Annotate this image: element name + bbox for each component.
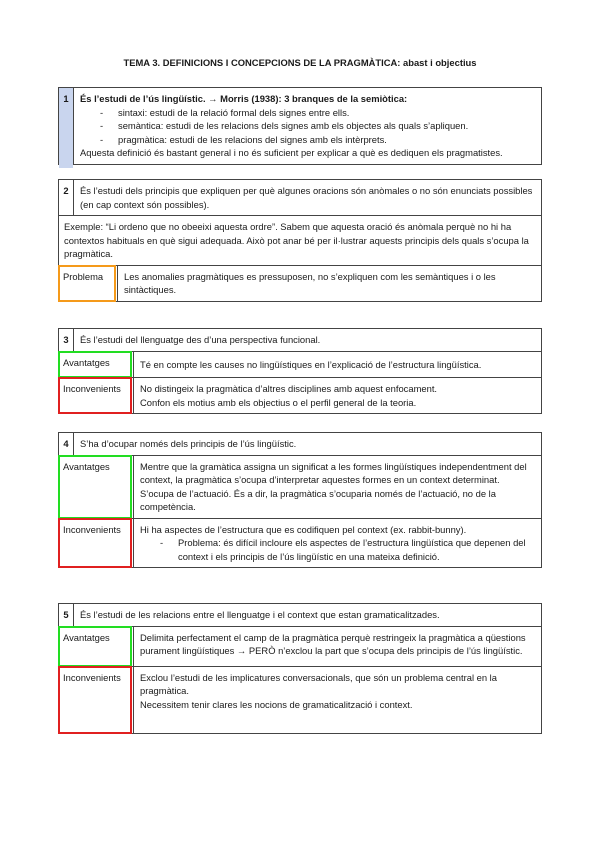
drawback-line: Necessitem tenir clares les nocions de gramaticalització i context. [140,698,413,710]
advantage-paragraph: Mentre que la gramàtica assigna un significat a les formes lingüístiques independentment del context, la pragmàtica s’ocupa d’interpretar aquestes formes en un context determinat. [140,460,527,485]
advantages-label: Avantatges [63,460,110,472]
problem-row [59,265,541,301]
section-4 [58,432,542,568]
drawbacks-row [59,377,541,413]
title-sub: abast i objectius [403,57,477,68]
problem-label: Problema [63,270,104,282]
section-1-lead: És l’estudi de l’ús lingüístic. → Morris (1938): 3 branques de la semiòtica: [80,93,408,104]
section-2-head: És l’estudi dels principis que expliquen per què algunes oracions són anòmales o no són enunciats possibles (en cap context són possibles). [73,180,541,215]
section-2 [58,179,542,302]
section-4-head: S’ha d’ocupar només dels principis de l’ús lingüístic. [73,433,541,455]
advantages-text: Té en compte les causes no lingüístiques en l’explicació de l’estructura lingüística. [133,352,541,378]
advantages-row [59,626,541,666]
section-3-head: És l’estudi del llenguatge des d’una perspectiva funcional. [73,329,541,351]
section-3 [58,328,542,414]
drawbacks-label-box [58,666,132,735]
section-1-tail: Aquesta definició és bastant general i no és suficient per explicar a què es dediquen els pragmatistes. [80,147,503,158]
drawback-line: Confon els motius amb els objectius o el perfil general de la teoria. [140,396,417,408]
section-number: 4 [63,438,69,449]
list-item: - sintaxi: estudi de la relació formal dels signes entre ells. [100,106,535,120]
section-number: 2 [63,185,69,196]
advantages-row [59,351,541,378]
drawbacks-label-box [58,518,132,569]
drawbacks-label-box [58,377,132,414]
section-number: 5 [63,609,69,620]
drawbacks-row [59,518,541,568]
drawback-line: Exclou l’estudi de les implicatures conversacionals, que són un problema central en la pragmàtica. [140,671,497,696]
problem-text: Les anomalies pragmàtiques es pressuposen, no s’expliquen com les semàntiques i o les sintàctiques. [117,266,541,301]
section-5 [58,603,542,734]
advantages-label-box [58,351,132,379]
drawbacks-label: Inconvenients [63,383,121,394]
section-1 [58,87,542,165]
drawbacks-row [59,666,541,734]
list-item: - pragmàtica: estudi de les relacions del signes amb els intèrprets. [100,133,535,147]
section-number: 3 [63,334,69,345]
advantage-paragraph: S’ocupa de l’actuació. És a dir, la pragmàtica s’ocuparia només de l’actuació, no de la competència. [140,487,496,512]
branch-list [80,106,535,147]
advantages-text: Delimita perfectament el camp de la pragmàtica perquè restringeix la pragmàtica a qüestions purament lingüístiques → PERÒ n’exclou la part que s’ocupa dels principis de l’ús lingüístic. [133,627,541,666]
section-number: 1 [59,88,73,168]
list-item: - semàntica: estudi de les relacions dels signes amb els objectes als quals s’apliquen. [100,119,535,133]
page-title [0,56,600,70]
drawback-line: Hi ha aspectes de l’estructura que es codifiquen pel context (ex. rabbit-bunny). [140,523,467,535]
advantages-label-box [58,455,132,519]
advantages-label: Avantatges [63,631,110,643]
list-item: - Problema: és difícil incloure els aspectes de l’estructura lingüística que depenen del context i els principis de l’ús lingüístic en una mateixa definició. [160,536,535,563]
advantages-label: Avantatges [63,356,110,368]
problem-label-box [58,265,116,302]
section-5-head: És l’estudi de les relacions entre el llenguatge i el context que estan gramaticalitzades. [73,604,541,626]
advantages-row [59,455,541,518]
drawback-line: No distingeix la pragmàtica d’altres disciplines amb aquest enfocament. [140,383,438,394]
drawbacks-label: Inconvenients [63,523,121,535]
title-main: TEMA 3. DEFINICIONS I CONCEPCIONS DE LA PRAGMÀTICA: [123,57,401,68]
drawbacks-label: Inconvenients [63,671,121,683]
example-text: Exemple: “Li ordeno que no obeeixi aquesta ordre”. Sabem que aquesta oració és anòmala perquè no hi ha contextos habituals en què sigui adequada. Això pot anar bé per il·lustrar aquests principis dels quals s’ocupa la pragmàtica. [64,221,529,259]
advantages-label-box [58,626,132,667]
